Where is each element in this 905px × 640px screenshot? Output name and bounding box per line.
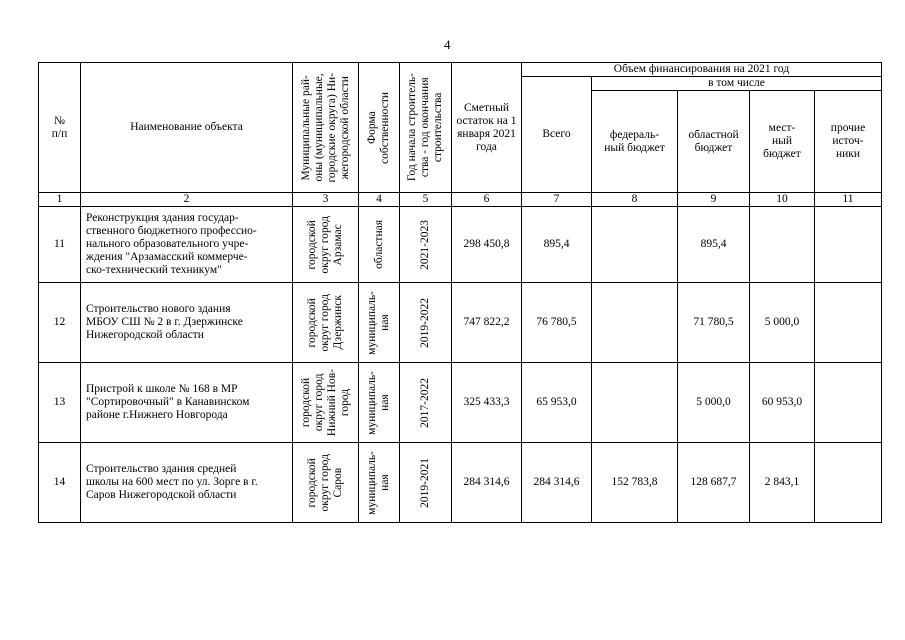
header-funding: Объем финансирования на 2021 год [522,63,882,77]
total-value: 76 780,5 [522,283,592,363]
estimate-value: 298 450,8 [452,207,522,283]
federal-value [592,363,678,443]
local-value: 2 843,1 [750,443,815,523]
ownership-line: муниципаль- [366,290,378,355]
object-name: Строительство здания средней школы на 600 мест по ул. Зорге в г. Саров Нижегородской области [81,443,293,523]
local-value: 5 000,0 [750,283,815,363]
column-index-cell: 4 [359,193,400,207]
district-line: округ город [319,453,331,512]
district-text [306,294,345,351]
header-district-line: городские округа) Ни- [325,72,338,183]
column-index-cell: 8 [592,193,678,207]
row-number: 11 [39,207,81,283]
funding-table [38,62,882,523]
ownership-text [366,371,392,435]
column-index-cell: 2 [81,193,293,207]
regional-value: 128 687,7 [678,443,750,523]
ownership-line: ная [379,474,391,491]
district-line: Арзамас [332,223,344,266]
years-text: 2019-2022 [419,297,431,348]
ownership-line: областная [372,220,385,269]
estimate-value: 747 822,2 [452,283,522,363]
district-line: городской [306,457,318,508]
district [293,283,359,363]
construction-years [400,207,452,283]
other-value [815,283,882,363]
local-value: 60 953,0 [750,363,815,443]
header-ownership-line: собственности [379,91,391,164]
district-line: Нижний Нов- [325,368,338,437]
table-row [39,363,882,443]
header-estimate: Сметный остаток на 1 января 2021 года [452,63,522,193]
total-value: 65 953,0 [522,363,592,443]
table-row [39,443,882,523]
district [293,443,359,523]
federal-value [592,207,678,283]
column-index-cell: 7 [522,193,592,207]
header-years [400,63,452,193]
column-index-cell: 6 [452,193,522,207]
district-line: городской [306,219,318,270]
ownership-line: ная [379,314,391,331]
header-total: Всего [522,77,592,193]
table-row [39,207,882,283]
ownership-text [373,220,386,269]
district-text [306,216,345,273]
district-line: Саров [332,467,344,498]
total-value: 895,4 [522,207,592,283]
column-index-row [39,193,882,207]
ownership-text [366,291,392,355]
row-number: 12 [39,283,81,363]
local-value [750,207,815,283]
header-district-line: Муниципальные рай- [299,74,312,181]
header-years-line: строительства [432,92,444,163]
district-line: округ город [319,293,331,352]
ownership-line: ная [379,394,391,411]
row-number: 14 [39,443,81,523]
column-index-cell: 9 [678,193,750,207]
other-value [815,207,882,283]
district-line: городской [306,297,318,348]
ownership [359,443,400,523]
header-num: № п/п [39,63,81,193]
ownership-text [366,451,392,515]
header-local: мест- ный бюджет [750,91,815,193]
estimate-value: 284 314,6 [452,443,522,523]
column-index-cell: 3 [293,193,359,207]
column-index-cell: 11 [815,193,882,207]
construction-years [400,363,452,443]
object-name: Пристрой к школе № 168 в МР "Сортировочный" в Канавинском районе г.Нижнего Новгорода [81,363,293,443]
estimate-value: 325 433,3 [452,363,522,443]
other-value [815,443,882,523]
object-name: Строительство нового здания МБОУ СШ № 2 в г. Дзержинске Нижегородской области [81,283,293,363]
construction-years [400,443,452,523]
ownership-line: муниципаль- [366,450,378,515]
header-district-line: жегородской области [338,75,351,180]
column-index-cell: 5 [400,193,452,207]
district-line: округ город [312,373,325,432]
regional-value: 895,4 [678,207,750,283]
construction-years [400,283,452,363]
header-ownership-line: Форма [366,111,378,144]
total-value: 284 314,6 [522,443,592,523]
district [293,207,359,283]
district-line: Дзержинск [332,295,344,350]
regional-value: 5 000,0 [678,363,750,443]
regional-value: 71 780,5 [678,283,750,363]
years-text: 2019-2021 [419,457,431,508]
header-district-line: оны (муниципальные, [312,73,325,182]
ownership [359,283,400,363]
header-including: в том числе [592,77,882,91]
ownership-line: муниципаль- [366,370,378,435]
header-name: Наименование объекта [81,63,293,193]
header-federal: федераль- ный бюджет [592,91,678,193]
header-other: прочие источ- ники [815,91,882,193]
header-regional: областной бюджет [678,91,750,193]
table-row [39,283,882,363]
header-district [293,63,359,193]
ownership [359,207,400,283]
federal-value: 152 783,8 [592,443,678,523]
object-name: Реконструкция здания государ- ственного бюджетного профессио- нального образовательного учре- ждения "Арзамасский коммерче- ско-технический техникум" [81,207,293,283]
header-years-line: ства - год окончания [419,77,431,178]
district-line: город [338,388,351,417]
district-line: городской [299,377,312,428]
federal-value [592,283,678,363]
district [293,363,359,443]
column-index-cell: 10 [750,193,815,207]
district-line: округ город [319,215,331,274]
column-index-cell: 1 [39,193,81,207]
page-number: 4 [444,37,451,52]
header-years-line: Год начала строитель- [406,73,418,182]
years-text: 2017-2022 [419,377,431,428]
row-number: 13 [39,363,81,443]
district-text [300,369,352,436]
ownership [359,363,400,443]
header-ownership [359,63,400,193]
district-text [306,454,345,511]
years-text: 2021-2023 [419,219,431,270]
other-value [815,363,882,443]
